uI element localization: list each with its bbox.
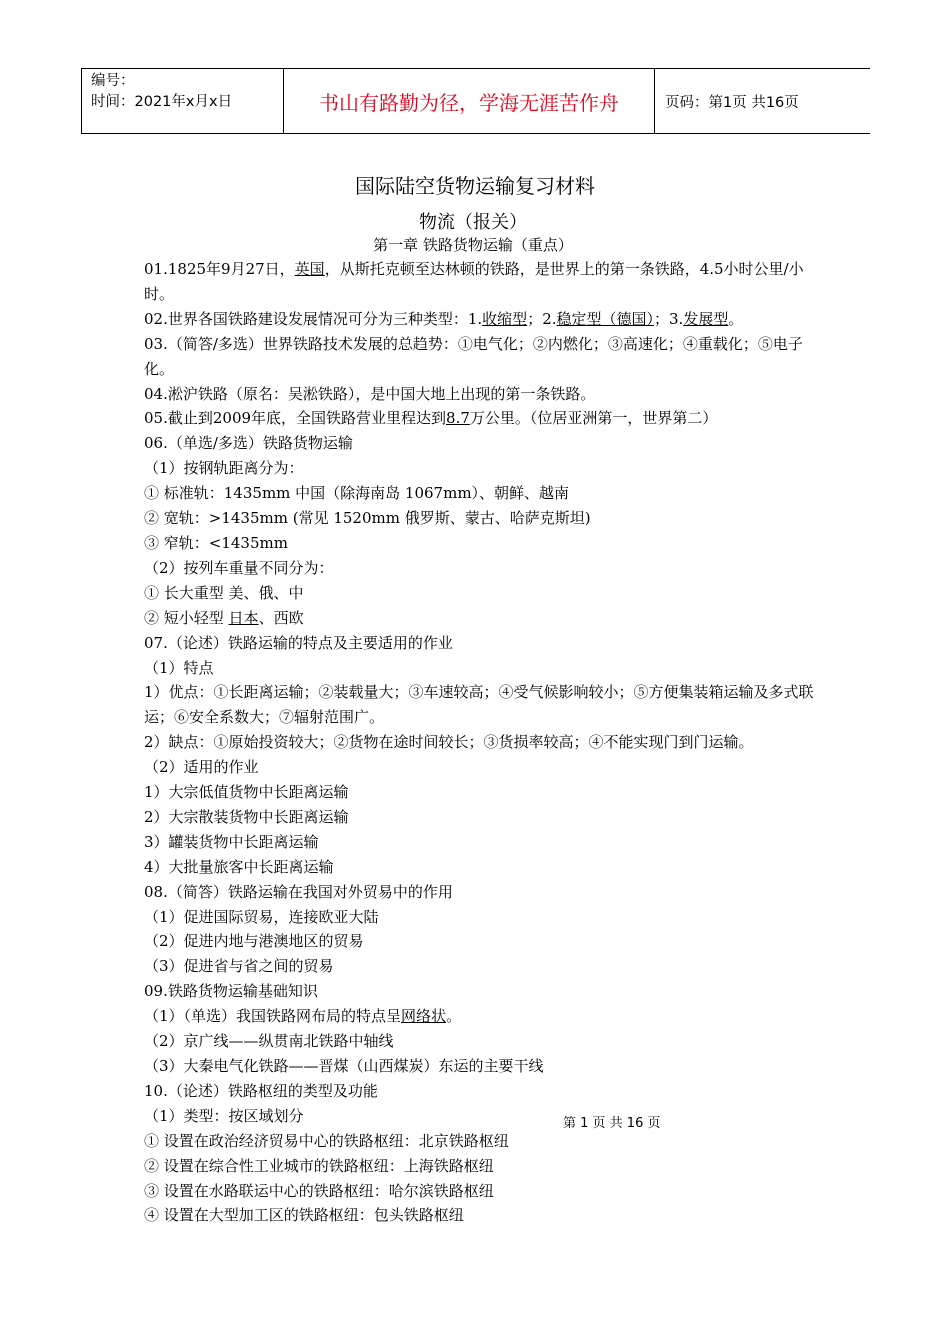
paragraph-07-2b: 2）大宗散装货物中长距离运输	[144, 807, 349, 826]
paragraph-10: 10.（论述）铁路枢纽的类型及功能	[144, 1081, 378, 1100]
page-footer: 第 1 页 共 16 页	[563, 1116, 661, 1131]
chapter-heading: 第一章 铁路货物运输（重点）	[373, 236, 573, 254]
number-label: 编号：	[91, 73, 135, 89]
paragraph-08: 08.（简答）铁路运输在我国对外贸易中的作用	[144, 882, 453, 901]
time-label: 时间：2021年x月x日	[91, 94, 233, 110]
paragraph-07-2d: 4）大批量旅客中长距离运输	[144, 857, 334, 876]
paragraph-04: 04.淞沪铁路（原名：吴淞铁路），是中国大地上出现的第一条铁路。	[144, 384, 596, 403]
paragraph-03: 03.（简答/多选）世界铁路技术发展的总趋势：①电气化；②内燃化；③高速化；④重载化；⑤电子化。	[144, 334, 803, 378]
motto: 书山有路勤为径，学海无涯苦作舟	[283, 69, 655, 133]
paragraph-07-1a: 1）优点：①长距离运输；②装载量大；③车速较高；④受气候影响较小；⑤方便集装箱运输及多式联运；⑥安全系数大；⑦辐射范围广。	[144, 683, 814, 727]
document-body	[144, 257, 824, 1228]
paragraph-09-2: （2）京广线——纵贯南北铁路中轴线	[144, 1032, 394, 1051]
document-title: 国际陆空货物运输复习材料	[355, 174, 595, 198]
paragraph-07-2c: 3）罐装货物中长距离运输	[144, 832, 319, 851]
paragraph-07-1b: 2）缺点：①原始投资较大；②货物在途时间较长；③货损率较高；④不能实现门到门运输。	[144, 733, 754, 752]
paragraph-10-1c: ③ 设置在水路联运中心的铁路枢纽：哈尔滨铁路枢纽	[144, 1181, 494, 1200]
paragraph-07-2: （2）适用的作业	[144, 758, 259, 777]
paragraph-06: 06.（单选/多选）铁路货物运输	[144, 434, 353, 453]
paragraph-08-3: （3）促进省与省之间的贸易	[144, 957, 334, 976]
paragraph-07-2a: 1）大宗低值货物中长距离运输	[144, 783, 349, 802]
paragraph-01: 01.1825年9月27日，英国，从斯托克顿至达林顿的铁路，是世界上的第一条铁路，4.5小时公里/小时。	[144, 260, 804, 303]
paragraph-09-3: （3）大秦电气化铁路——晋煤（山西煤炭）东运的主要干线	[144, 1057, 544, 1075]
paragraph-02: 02.世界各国铁路建设发展情况可分为三种类型：1.收缩型；2.稳定型（德国）；3.发展型。	[144, 309, 744, 328]
paragraph-10-1d: ④ 设置在大型加工区的铁路枢纽：包头铁路枢纽	[144, 1206, 464, 1225]
paragraph-07: 07.（论述）铁路运输的特点及主要适用的作业	[144, 633, 453, 652]
paragraph-08-1: （1）促进国际贸易，连接欧亚大陆	[144, 907, 379, 926]
paragraph-06-1b: ② 宽轨：>1435mm (常见 1520mm 俄罗斯、蒙古、哈萨克斯坦)	[144, 509, 591, 528]
paragraph-06-2b: ② 短小轻型 日本、西欧	[144, 608, 304, 627]
paragraph-09: 09.铁路货物运输基础知识	[144, 982, 318, 1001]
header-left-cell	[82, 69, 283, 133]
document-subtitle: 物流（报关）	[419, 212, 527, 233]
header-table	[81, 68, 870, 134]
paragraph-06-1a: ① 标准轨：1435mm 中国（除海南岛 1067mm）、朝鲜、越南	[144, 484, 570, 503]
paragraph-10-1: （1）类型：按区域划分	[144, 1106, 304, 1125]
page-label: 页码：第1页 共16页	[665, 94, 799, 111]
paragraph-06-2: （2）按列车重量不同分为：	[144, 558, 334, 577]
paragraph-07-1: （1）特点	[144, 658, 214, 677]
paragraph-10-1a: ① 设置在政治经济贸易中心的铁路枢纽：北京铁路枢纽	[144, 1131, 509, 1150]
paragraph-10-1b: ② 设置在综合性工业城市的铁路枢纽：上海铁路枢纽	[144, 1156, 494, 1175]
paragraph-06-2a: ① 长大重型 美、俄、中	[144, 583, 304, 602]
paragraph-06-1c: ③ 窄轨：<1435mm	[144, 533, 288, 552]
paragraph-08-2: （2）促进内地与港澳地区的贸易	[144, 932, 364, 951]
paragraph-06-1: （1）按钢轨距离分为：	[144, 459, 304, 478]
paragraph-09-1: （1）（单选）我国铁路网布局的特点呈网络状。	[144, 1007, 462, 1026]
paragraph-05: 05.截止到2009年底，全国铁路营业里程达到8.7万公里。（位居亚洲第一，世界第二）	[144, 409, 718, 428]
